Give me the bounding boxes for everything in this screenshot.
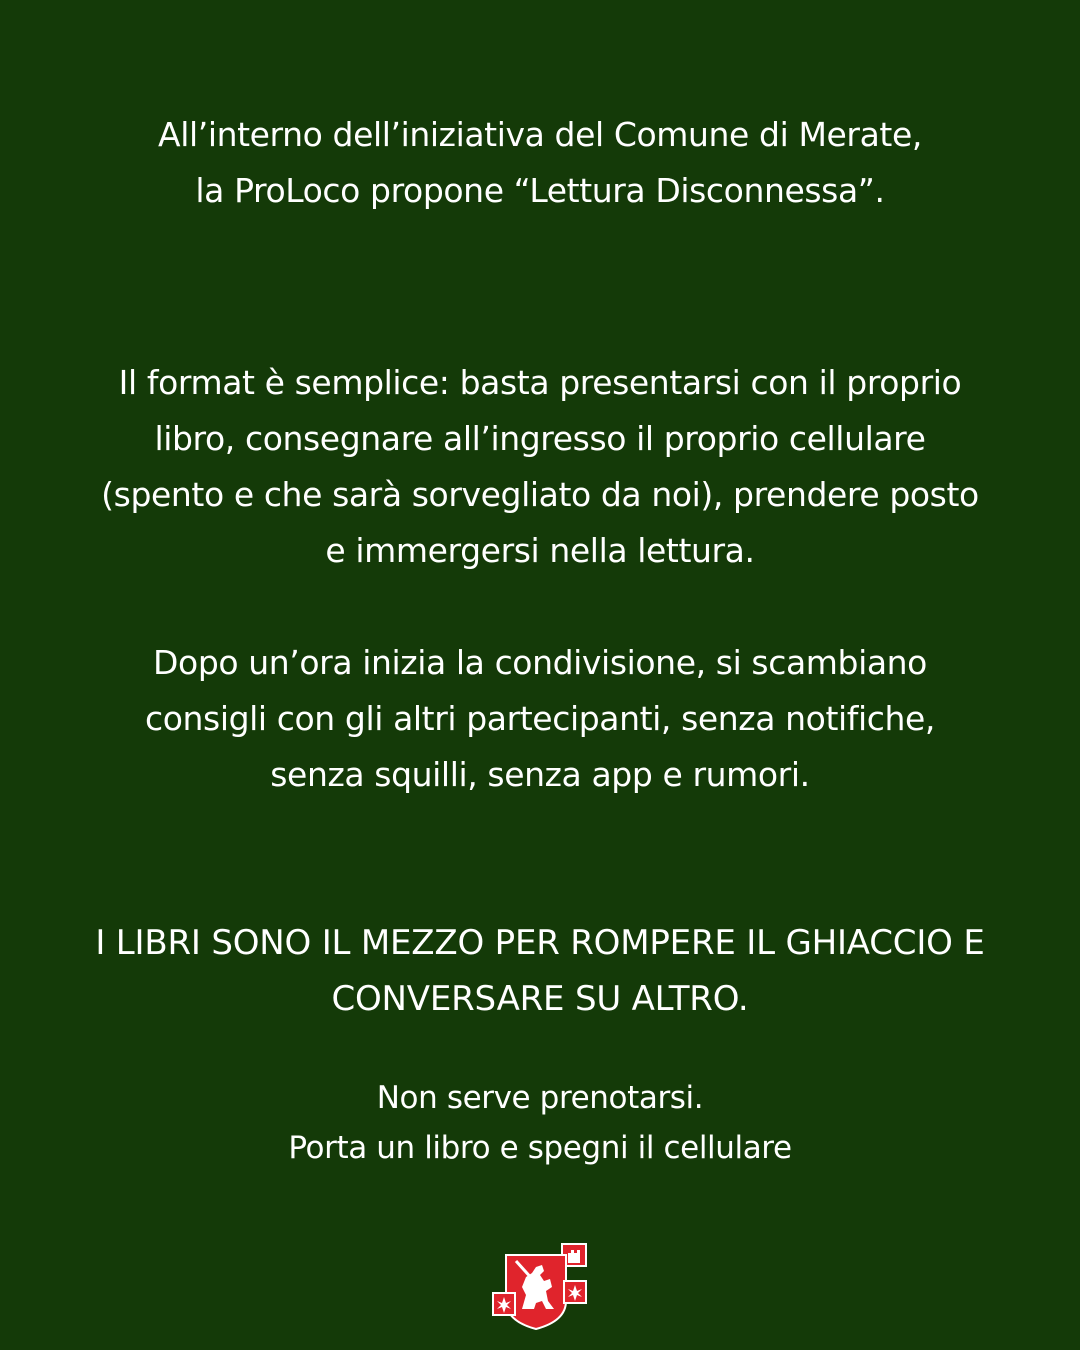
closing-line-1: Non serve prenotarsi. [376, 1080, 704, 1116]
format-line-1: Il format è semplice: basta presentarsi con il proprio [118, 363, 962, 402]
sharing-line-3: senza squilli, senza app e rumori. [270, 755, 810, 794]
slogan-line-1: I LIBRI SONO IL MEZZO PER ROMPERE IL GHIACCIO E [95, 923, 985, 963]
format-line-4: e immergersi nella lettura. [325, 531, 755, 570]
format-line-3: (spento e che sarà sorvegliato da noi), prendere posto [101, 475, 979, 514]
closing-line-2: Porta un libro e spegni il cellulare [288, 1130, 792, 1166]
sharing-line-1: Dopo un’ora inizia la condivisione, si scambiano [153, 643, 927, 682]
intro-line-2: la ProLoco propone “Lettura Disconnessa”. [195, 171, 885, 210]
sharing-line-2: consigli con gli altri partecipanti, senza notifiche, [144, 699, 935, 738]
slogan-line-2: CONVERSARE SU ALTRO. [331, 979, 749, 1019]
format-line-2: libro, consegnare all’ingresso il proprio cellulare [154, 419, 926, 458]
intro-line-1: All’interno dell’iniziativa del Comune di Merate, [158, 115, 922, 154]
proloco-logo-icon [492, 1243, 588, 1331]
